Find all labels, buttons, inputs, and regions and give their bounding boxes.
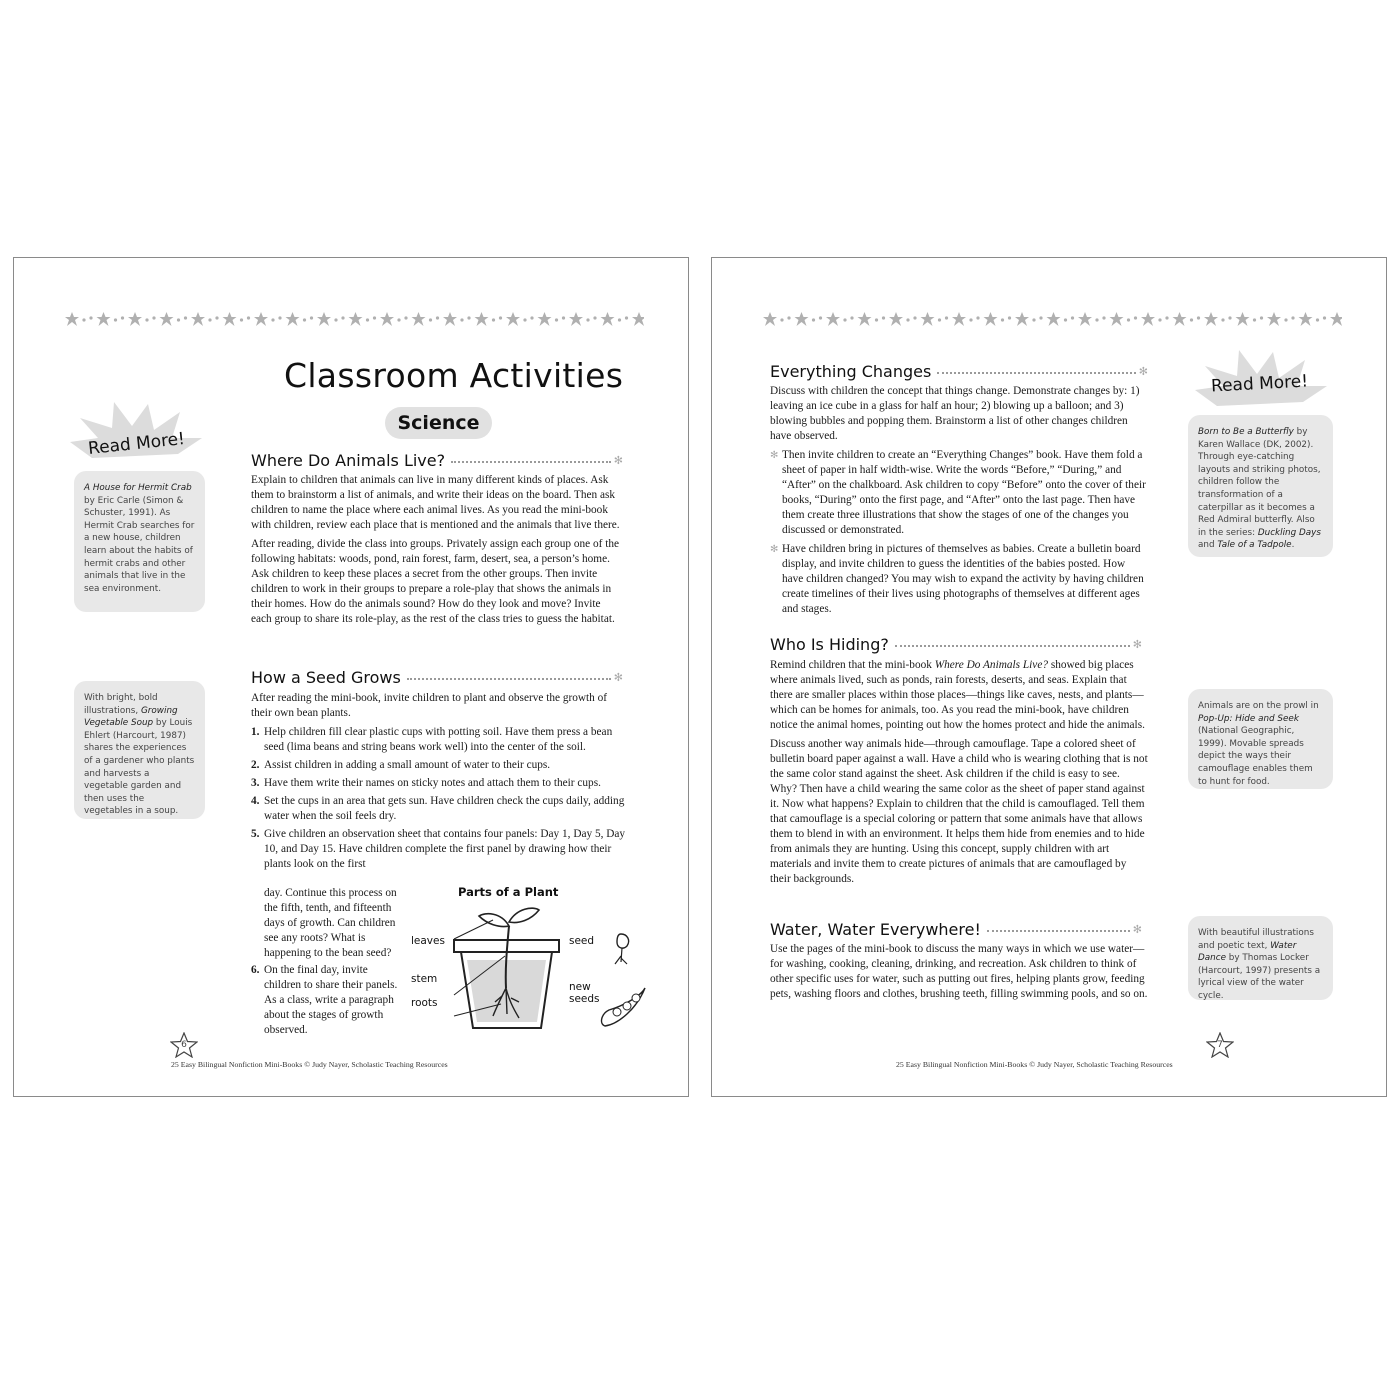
border-dot [404, 316, 407, 319]
list-item: 5. Give children an observation sheet that contains four panels: Day 1, Day 5, Day 10, and Day 15. Have children complete the first panel by drawing how their plants look on the first [251, 828, 626, 870]
border-dot [310, 316, 313, 319]
border-dot [460, 318, 463, 321]
book-description: (National Geographic, 1999). Movable spreads depict the ways their camouflage enables them to hunt for food. [1198, 726, 1313, 787]
border-dot [82, 318, 85, 321]
border-star [475, 312, 489, 326]
plant-diagram [409, 898, 649, 1038]
section-body: After reading the mini-book, invite children to plant and observe the growth of their own bean plants. 1. Help children fill clear plastic cups with potting soil. Have them press a bean seed (lima beans and string beans work well) into the center of the soil. 2. Assist children in adding a small amount of water to their cups. 3. Have them write their names on sticky notes and attach them to their cups. 4. Set the cups in an area that gets sun. Have children check the cups daily, adding water when the soil feels dry. 5. Give children an observation sheet that contains four panels: Day 1, Day 5, Day 10, and Day 15. Have children complete the first panel by drawing how their plants look on the first [251, 692, 626, 870]
border-dot [1039, 316, 1042, 319]
border-star [317, 312, 331, 326]
border-dot [1158, 318, 1161, 321]
border-dot [1197, 316, 1200, 319]
border-dot [945, 316, 948, 319]
sidebar-book-1 [74, 471, 205, 612]
read-more-burst [62, 398, 210, 474]
star-border [64, 309, 644, 329]
border-dot [467, 316, 470, 319]
border-star [223, 312, 237, 326]
border-dot [499, 316, 502, 319]
border-dot [530, 316, 533, 319]
border-dot [913, 316, 916, 319]
border-dot [555, 318, 558, 321]
border-star [443, 312, 457, 326]
border-dot [436, 316, 439, 319]
border-star [952, 312, 966, 326]
border-dot [1102, 316, 1105, 319]
left-page [13, 257, 689, 1097]
border-dot [1323, 316, 1326, 319]
border-star [1078, 312, 1092, 326]
border-dot [1032, 318, 1035, 321]
border-dot [1316, 318, 1319, 321]
bullet-list [770, 448, 1148, 617]
border-dot [114, 318, 117, 321]
section-heading: Water, Water Everywhere! ✻ [770, 920, 1142, 939]
section-heading: Who Is Hiding? ✻ [770, 635, 1142, 654]
right-page [711, 257, 1387, 1097]
border-star [1330, 312, 1342, 326]
book-title: Water Dance [1198, 940, 1297, 964]
subject-pill: Science [385, 407, 492, 439]
border-star [889, 312, 903, 326]
border-star [97, 312, 111, 326]
border-star [1236, 312, 1250, 326]
border-dot [938, 318, 941, 321]
border-star [380, 312, 394, 326]
read-more-label: Read More! [1210, 371, 1309, 397]
border-star [858, 312, 872, 326]
book-description: by Karen Wallace (DK, 2002). Through eye-catching layouts and striking photos, children follow the transformation of a caterpillar as it becomes a Red Admiral butterfly. Also in the series: [1198, 427, 1321, 538]
label-leaves: leaves [411, 935, 445, 947]
border-star [128, 312, 142, 326]
border-dot [586, 318, 589, 321]
sidebar-book-2: With bright, bold illustrations, Growing Vegetable Soup by Louis Ehlert (Harcourt, 1987) shares the experiences of a gardener who plants and harvests a vegetable garden and then uses the vegetables in a soup. [74, 681, 205, 819]
border-star [1015, 312, 1029, 326]
book-description: by Louis Ehlert (Harcourt, 1987) shares the experiences of a gardener who plants and harvests a vegetable garden and then uses the vegetables in a soup. [84, 718, 195, 817]
border-star [1267, 312, 1281, 326]
border-star [601, 312, 615, 326]
border-dot [1095, 318, 1098, 321]
border-dot [373, 316, 376, 319]
sidebar-book-3: With beautiful illustrations and poetic text, Water Dance by Thomas Locker (Harcourt, 1997) presents a lyrical view of the water cycle. [1188, 916, 1333, 1000]
border-dot [1134, 316, 1137, 319]
diagram-title: Parts of a Plant [458, 885, 559, 899]
border-dot [1284, 318, 1287, 321]
border-dot [1165, 316, 1168, 319]
book-description: by Thomas Locker (Harcourt, 1997) presents a lyrical view of the water cycle. [1198, 953, 1321, 1001]
border-dot [906, 318, 909, 321]
border-dot [1190, 318, 1193, 321]
border-dot [1228, 316, 1231, 319]
page-number: 7 [1206, 1032, 1234, 1058]
border-star [795, 312, 809, 326]
border-star [191, 312, 205, 326]
border-dot [593, 316, 596, 319]
border-star [569, 312, 583, 326]
list-item: 4. Set the cups in an area that gets sun. Have children check the cups daily, adding water when the soil feels dry. [251, 795, 625, 822]
steps-list [251, 725, 627, 872]
border-dot [184, 316, 187, 319]
border-dot [875, 318, 878, 321]
border-star [1204, 312, 1218, 326]
border-dot [152, 316, 155, 319]
list-item: ✻ Then invite children to create an “Everything Changes” book. Have them fold a sheet of paper in half width-wise. Write the words “Before,” “During,” and “After” on the chalkboard. Ask children to copy “Before” onto the cover of their books, “During” onto the first page, and “After” onto the last page. Then have them create three illustrations that show the stages of one of the changes you discussed or demonstrated. [770, 449, 1146, 536]
border-dot [278, 316, 281, 319]
border-dot [882, 316, 885, 319]
border-star [826, 312, 840, 326]
border-star [538, 312, 552, 326]
border-dot [819, 316, 822, 319]
border-dot [843, 318, 846, 321]
border-dot [145, 318, 148, 321]
border-dot [303, 318, 306, 321]
page-title: Classroom Activities [284, 356, 624, 395]
book-title: Born to Be a Butterfly [1198, 427, 1294, 437]
border-dot [1221, 318, 1224, 321]
border-star [1110, 312, 1124, 326]
list-item: 1. Help children fill clear plastic cups with potting soil. Have them press a bean seed (lima beans and string beans work well) into the center of the soil. [251, 726, 613, 753]
border-star [160, 312, 174, 326]
border-star [506, 312, 520, 326]
list-item: 3. Have them write their names on sticky notes and attach them to their cups. [251, 777, 601, 789]
sidebar-book-2: Animals are on the prowl in Pop-Up: Hide and Seek (National Geographic, 1999). Movable spreads depict the ways their camouflage enables them to hunt for food. [1188, 689, 1333, 789]
border-dot [334, 318, 337, 321]
border-dot [523, 318, 526, 321]
border-star [1047, 312, 1061, 326]
border-star [254, 312, 268, 326]
border-dot [1260, 316, 1263, 319]
border-dot [271, 318, 274, 321]
border-dot [208, 318, 211, 321]
border-dot [247, 316, 250, 319]
step5-continued: day. Continue this process on the fifth, tenth, and fifteenth days of growth. Can children see any roots? What is happening to the bean seed? [264, 887, 397, 959]
border-dot [1071, 316, 1074, 319]
border-dot [492, 318, 495, 321]
label-seed: seed [569, 935, 595, 947]
border-star [1173, 312, 1187, 326]
section-heading: Everything Changes ✻ [770, 362, 1148, 381]
border-star [1141, 312, 1155, 326]
border-dot [215, 316, 218, 319]
page-number: 6 [170, 1032, 198, 1058]
border-dot [177, 318, 180, 321]
label-new-seeds: new seeds [569, 981, 600, 1005]
border-dot [429, 318, 432, 321]
border-dot [1001, 318, 1004, 321]
list-item: 2. Assist children in adding a small amount of water to their cups. [251, 759, 551, 771]
star-border [762, 309, 1342, 329]
border-dot [121, 316, 124, 319]
border-dot [1064, 318, 1067, 321]
border-star [921, 312, 935, 326]
section-body: Remind children that the mini-book Where Do Animals Live? showed big places where animals lived, such as ponds, rain forests, deserts, and seas. Explain that there are smaller places within those places—things like caves, nests, and plants—which can be homes for animals, too. As you read the mini-book, have children notice the animal homes, pointing out how the homes protect and hide the animals. Discuss another way animals hide—through camouflage. Tape a colored sheet of bulletin board paper against a wall. Have a child who is wearing clothing that is not the same color stand against the sheet. Ask children if the child is easy to see. Why? Then have a child wearing the same color as the sheet of paper stand against it. Now what happens? Explain to children that the child is camouflaged. Tell them that camouflage is a special coloring or pattern that some animals have that allows them to blend in with an environment. It helps them hide from enemies and to hide from animals they are hunting. Using this concept, supply children with art materials and invite them to create pictures of animals that are camouflaged by their backgrounds. [770, 659, 1148, 885]
book-title: A House for Hermit Crab [84, 483, 192, 493]
border-dot [1291, 316, 1294, 319]
border-star [412, 312, 426, 326]
border-dot [89, 316, 92, 319]
footer-credit: 25 Easy Bilingual Nonfiction Mini-Books © Judy Nayer, Scholastic Teaching Resources [171, 1060, 448, 1069]
border-dot [1127, 318, 1130, 321]
border-dot [562, 316, 565, 319]
border-dot [240, 318, 243, 321]
border-star [763, 312, 777, 326]
border-star [632, 312, 644, 326]
border-dot [969, 318, 972, 321]
section-body: Explain to children that animals can live in many different kinds of places. Ask them to brainstorm a list of animals, and write their ideas on the board. Then ask children to name the place where each animal lives. As you read the mini-book with children, review each place that is mentioned and the animals that live there. After reading, divide the class into groups. Privately assign each group one of the following habitats: woods, pond, rain forest, farm, desert, sea, a person’s home. Ask children to keep these places a secret from the other groups. Then invite children to work in their groups to prepare a role-play that shows the animals in their homes. How do the animals sound? How do they look and move? Invite each group to share its role-play, as the rest of the class tries to guess the habitat. [251, 474, 620, 625]
border-dot [812, 318, 815, 321]
section-body: Use the pages of the mini-book to discuss the many ways in which we use water—for washing, cooking, cleaning, drinking, and recreation. Ask children to think of other specific uses for water, such as putting out fires, helping plants grow, feeding pets, washing floors and clothes, brushing teeth, filling swimming pools, and so on. [770, 943, 1148, 1000]
footer-credit: 25 Easy Bilingual Nonfiction Mini-Books © Judy Nayer, Scholastic Teaching Resources [896, 1060, 1173, 1069]
step6 [251, 963, 406, 1041]
section-heading: How a Seed Grows ✻ [251, 668, 623, 687]
border-star [349, 312, 363, 326]
list-item: 6. On the final day, invite children to share their panels. As a class, write a paragraph about the stages of growth observed. [251, 964, 398, 1036]
border-star [1299, 312, 1313, 326]
book-description: by Eric Carle (Simon & Schuster, 1991). As Hermit Crab searches for a new house, children learn about the habits of hermit crabs and other animals that live in the sea environment. [84, 495, 195, 594]
border-dot [850, 316, 853, 319]
border-star [65, 312, 79, 326]
border-dot [976, 316, 979, 319]
label-stem: stem [411, 973, 438, 985]
border-dot [366, 318, 369, 321]
border-dot [341, 316, 344, 319]
border-dot [1008, 316, 1011, 319]
section-heading: Where Do Animals Live? ✻ [251, 451, 623, 470]
read-more-label: Read More! [87, 428, 186, 460]
book-title: Growing Vegetable Soup [84, 705, 178, 729]
read-more-burst [1187, 346, 1335, 422]
list-item: ✻ Have children bring in pictures of themselves as babies. Create a bulletin board display, and invite children to guess the identities of the babies posted. How have children changed? You may wish to expand the activity by having children create timelines of their lives using photographs of themselves at different ages and stages. [770, 543, 1144, 615]
border-dot [1253, 318, 1256, 321]
label-roots: roots [411, 997, 438, 1009]
border-dot [780, 318, 783, 321]
book-title: Pop-Up: Hide and Seek [1198, 713, 1299, 724]
border-dot [397, 318, 400, 321]
border-dot [787, 316, 790, 319]
section-body: Discuss with children the concept that things change. Demonstrate changes by: 1) leaving an ice cube in a glass for half an hour; 2) blowing up a balloon; and 3) blowing bubbles and popping them. Brainstorm a list of other changes children have observed. ✻ Then invite children to create an “Everything Changes” book. Have them fold a sheet of paper in half width-wise. Write the words “Before,” “During,” and “After” on the chalkboard. Ask children to copy “Before” onto the cover of their books, “During” onto the first page, and “After” onto the last page. Then have them create three illustrations that show the stages of one of the changes you discussed or demonstrated. ✻ Have children bring in pictures of themselves as babies. Create a bulletin board display, and invite children to guess the identities of the babies posted. How have children changed? You may wish to expand the activity by having children create timelines of their lives using photographs of themselves at different ages and stages. [770, 384, 1148, 621]
border-star [984, 312, 998, 326]
border-star [286, 312, 300, 326]
border-dot [625, 316, 628, 319]
border-dot [618, 318, 621, 321]
sidebar-book-1: Born to Be a Butterfly by Karen Wallace (DK, 2002). Through eye-catching layouts and striking photos, children follow the transformation of a caterpillar as it becomes a Red Admiral butterfly. Also in the series: Duckling Days and Tale of a Tadpole. [1188, 415, 1333, 557]
